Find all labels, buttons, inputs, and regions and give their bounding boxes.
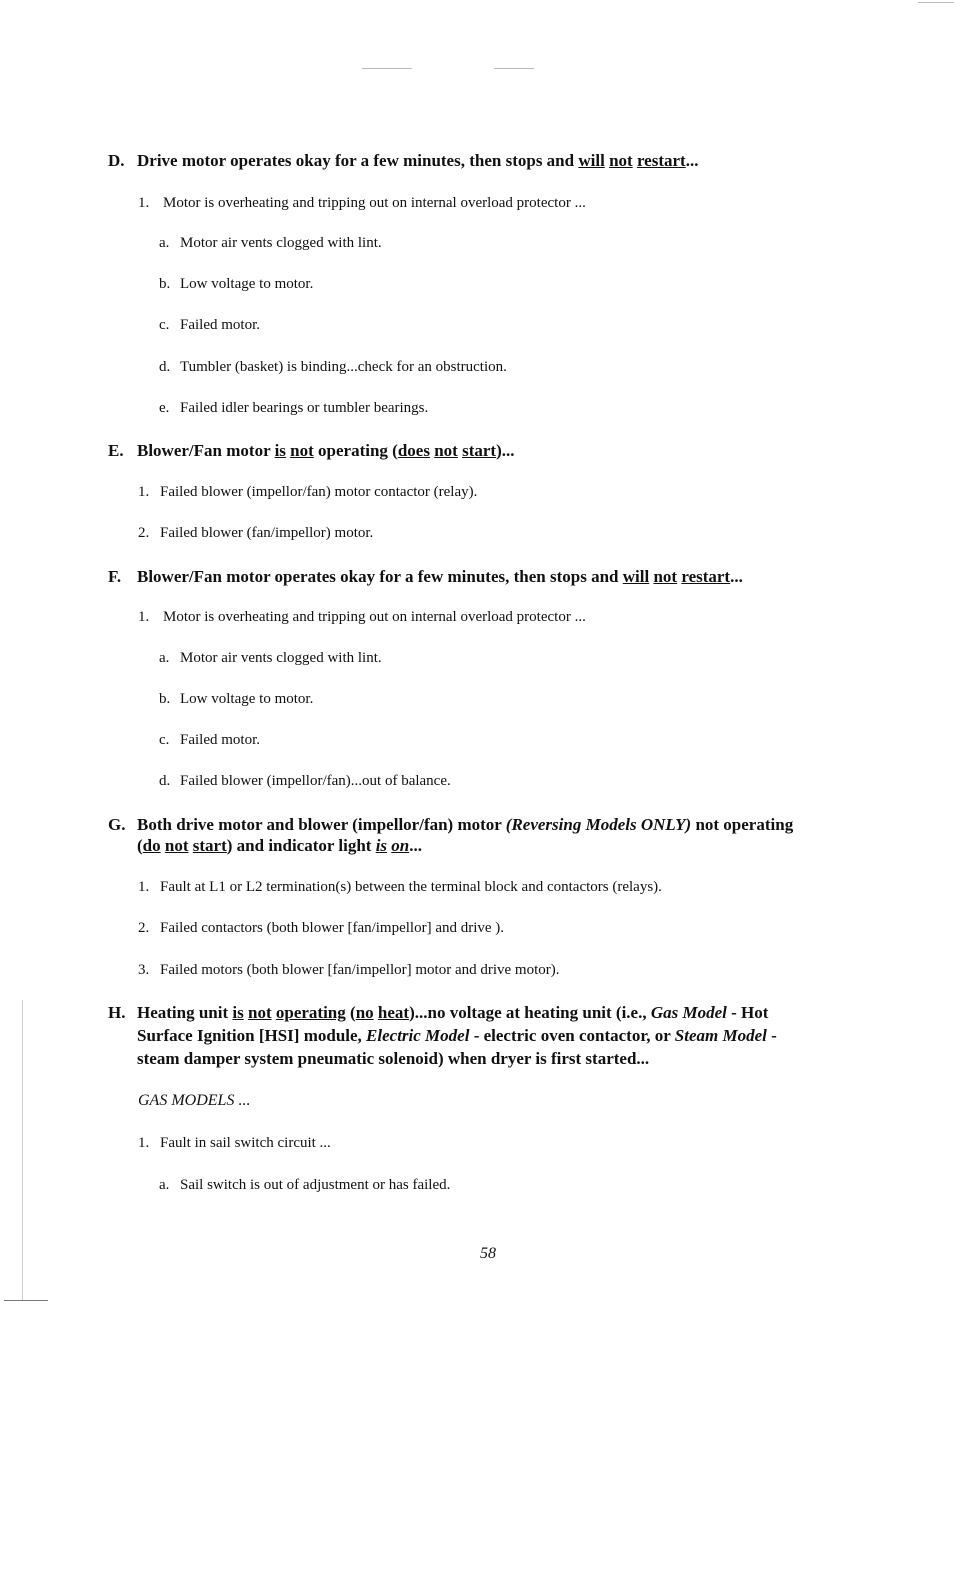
section-heading: Drive motor operates okay for a few minutes, then stops and will not restart... [137,151,699,170]
item-text: Motor is overheating and tripping out on internal overload protector ... [163,609,586,625]
scan-mark [918,2,954,3]
item-text: Fault at L1 or L2 termination(s) between the terminal block and contactors (relays). [160,879,662,895]
scan-mark [362,68,412,69]
item-number: 1. [138,195,150,211]
item-text: Failed blower (impellor/fan) motor contactor (relay). [160,484,478,500]
scan-mark [494,68,534,69]
item-number: 2. [138,920,150,936]
section-heading-line-2: (do not start) and indicator light is on... [137,836,422,855]
sub-item-letter: c. [159,317,170,333]
sub-item-letter: a. [159,1177,170,1193]
gas-models-label: GAS MODELS ... [138,1092,251,1109]
sub-item-text: Failed motor. [180,317,260,333]
section-heading: Blower/Fan motor operates okay for a few minutes, then stops and will not restart... [137,567,743,586]
section-letter: H. [108,1003,126,1022]
page-number: 58 [480,1245,496,1262]
item-number: 1. [138,1135,150,1151]
scan-mark [22,1000,23,1300]
section-heading-line-1: Heating unit is not operating (no heat)...no voltage at heating unit (i.e., Gas Model - Hot [137,1003,769,1022]
sub-item-text: Failed motor. [180,732,260,748]
item-text: Fault in sail switch circuit ... [160,1135,331,1151]
sub-item-text: Motor air vents clogged with lint. [180,650,382,666]
scan-mark [4,1300,48,1301]
item-text: Failed motors (both blower [fan/impellor] motor and drive motor). [160,962,560,978]
sub-item-text: Tumbler (basket) is binding...check for an obstruction. [180,359,507,375]
sub-item-text: Low voltage to motor. [180,691,314,707]
sub-item-text: Failed idler bearings or tumbler bearings. [180,400,429,416]
section-heading-line-1: Both drive motor and blower (impellor/fan) motor (Reversing Models ONLY) not operating [137,815,794,834]
sub-item-text: Motor air vents clogged with lint. [180,235,382,251]
section-heading-line-3: steam damper system pneumatic solenoid) when dryer is first started... [137,1049,650,1068]
sub-item-letter: b. [159,691,171,707]
section-letter: F. [108,567,122,586]
sub-item-text: Low voltage to motor. [180,276,314,292]
sub-item-text: Sail switch is out of adjustment or has failed. [180,1177,451,1193]
item-text: Motor is overheating and tripping out on internal overload protector ... [163,195,586,211]
item-text: Failed blower (fan/impellor) motor. [160,525,374,541]
sub-item-letter: a. [159,650,170,666]
section-heading-line-2: Surface Ignition [HSI] module, Electric Model - electric oven contactor, or Steam Model - [137,1026,777,1045]
sub-item-letter: e. [159,400,170,416]
sub-item-letter: c. [159,732,170,748]
sub-item-letter: d. [159,773,171,789]
sub-item-letter: a. [159,235,170,251]
item-number: 1. [138,879,150,895]
item-text: Failed contactors (both blower [fan/impellor] and drive ). [160,920,505,936]
item-number: 1. [138,484,150,500]
section-letter: E. [108,441,124,460]
section-letter: D. [108,151,125,170]
item-number: 1. [138,609,150,625]
item-number: 3. [138,962,150,978]
item-number: 2. [138,525,150,541]
sub-item-letter: d. [159,359,171,375]
section-heading: Blower/Fan motor is not operating (does not start)... [137,441,515,460]
section-letter: G. [108,815,126,834]
sub-item-letter: b. [159,276,171,292]
sub-item-text: Failed blower (impellor/fan)...out of balance. [180,773,451,789]
